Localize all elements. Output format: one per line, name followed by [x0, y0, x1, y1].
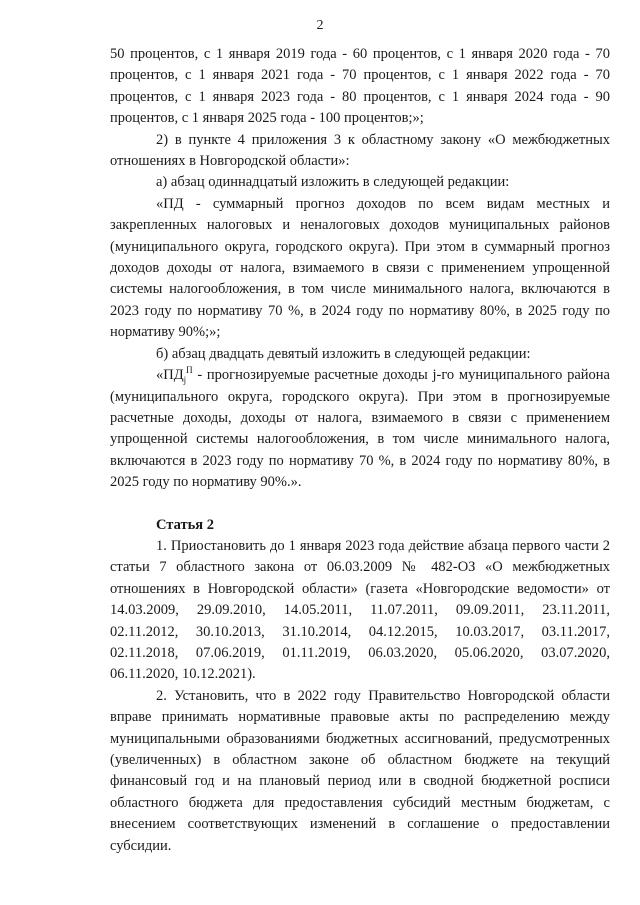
amendments-section	[110, 44, 610, 365]
document-body	[110, 44, 610, 857]
amendment-paragraph: 50 процентов, с 1 января 2019 года - 60 процентов, с 1 января 2020 года - 70 процентов, с 1 января 2021 года - 70 процентов, с 1 января 2022 года - 70 процентов, с 1 января 2023 года - 80 процентов, с 1 января 2024 года - 90 процентов, с 1 января 2025 года - 100 процентов;»;	[110, 46, 610, 127]
formula-symbol: «ПД	[156, 367, 184, 384]
article-2-section	[110, 536, 610, 857]
amendment-paragraph: б) абзац двадцать девятый изложить в следующей редакции:	[156, 345, 531, 362]
article-2-paragraph: 1. Приостановить до 1 января 2023 года действие абзаца первого части 2 статьи 7 областного закона от 06.03.2009 № 482-ОЗ «О межбюджетных отношениях в Новгородской области» (газета «Новгородские ведомости» от 14.03.2009, 29.09.2010, 14.05.2011, 11.07.2011, 09.09.2011, 23.11.2011, 02.11.2012, 30.10.2013, 31.10.2014, 04.12.2015, 10.03.2017, 03.11.2017, 02.11.2018, 07.06.2019, 01.11.2019, 06.03.2020, 05.06.2020, 03.07.2020, 06.11.2020, 10.12.2021).	[110, 537, 610, 683]
formula-subscript: j	[183, 374, 187, 385]
amendment-paragraph: 2) в пункте 4 приложения 3 к областному закону «О межбюджетных отношениях в Новгородской области»:	[110, 131, 610, 170]
article-heading: Статья 2	[156, 516, 214, 533]
article-2-paragraph: 2. Установить, что в 2022 году Правительство Новгородской области вправе принимать нормативные правовые акты по распределению между муниципальными образованиями бюджетных ассигнований, предусмотренных (увеличенных) в областном законе об областном бюджете на текущий финансовый год и на плановый период или в сводной бюджетной росписи областного бюджета для предоставления субсидий местным бюджетам, с внесением соответствующих изменений в соглашение о предоставлении субсидии.	[110, 687, 610, 854]
amendment-paragraph: «ПД - суммарный прогноз доходов по всем видам местных и закрепленных налоговых и неналоговых доходов муниципальных районов (муниципального округа, городского округа). При этом в суммарный прогноз доходов доходы от налога, взимаемого в связи с применением упрощенной системы налогообложения, в том числе минимального налога, включаются в 2023 году по нормативу 70 %, в 2024 году по нормативу 80%, в 2025 году по нормативу 90%;»;	[110, 195, 610, 341]
spacer	[110, 494, 610, 515]
page-number: 2	[316, 18, 324, 33]
formula-paragraph	[110, 365, 610, 493]
amendment-paragraph: а) абзац одиннадцатый изложить в следующей редакции:	[156, 174, 510, 191]
formula-superscript: П	[186, 365, 193, 376]
formula-text: - прогнозируемые расчетные доходы j-го муниципального района (муниципального округа, городского округа). При этом в прогнозируемые расчетные доходы, доходы от налога, взимаемого в связи с применением упрощенной системы налогообложения, в том числе минимального налога, включаются в 2023 году по нормативу 70 %, в 2024 году по нормативу 80%, в 2025 году по нормативу 90%.».	[110, 367, 610, 491]
